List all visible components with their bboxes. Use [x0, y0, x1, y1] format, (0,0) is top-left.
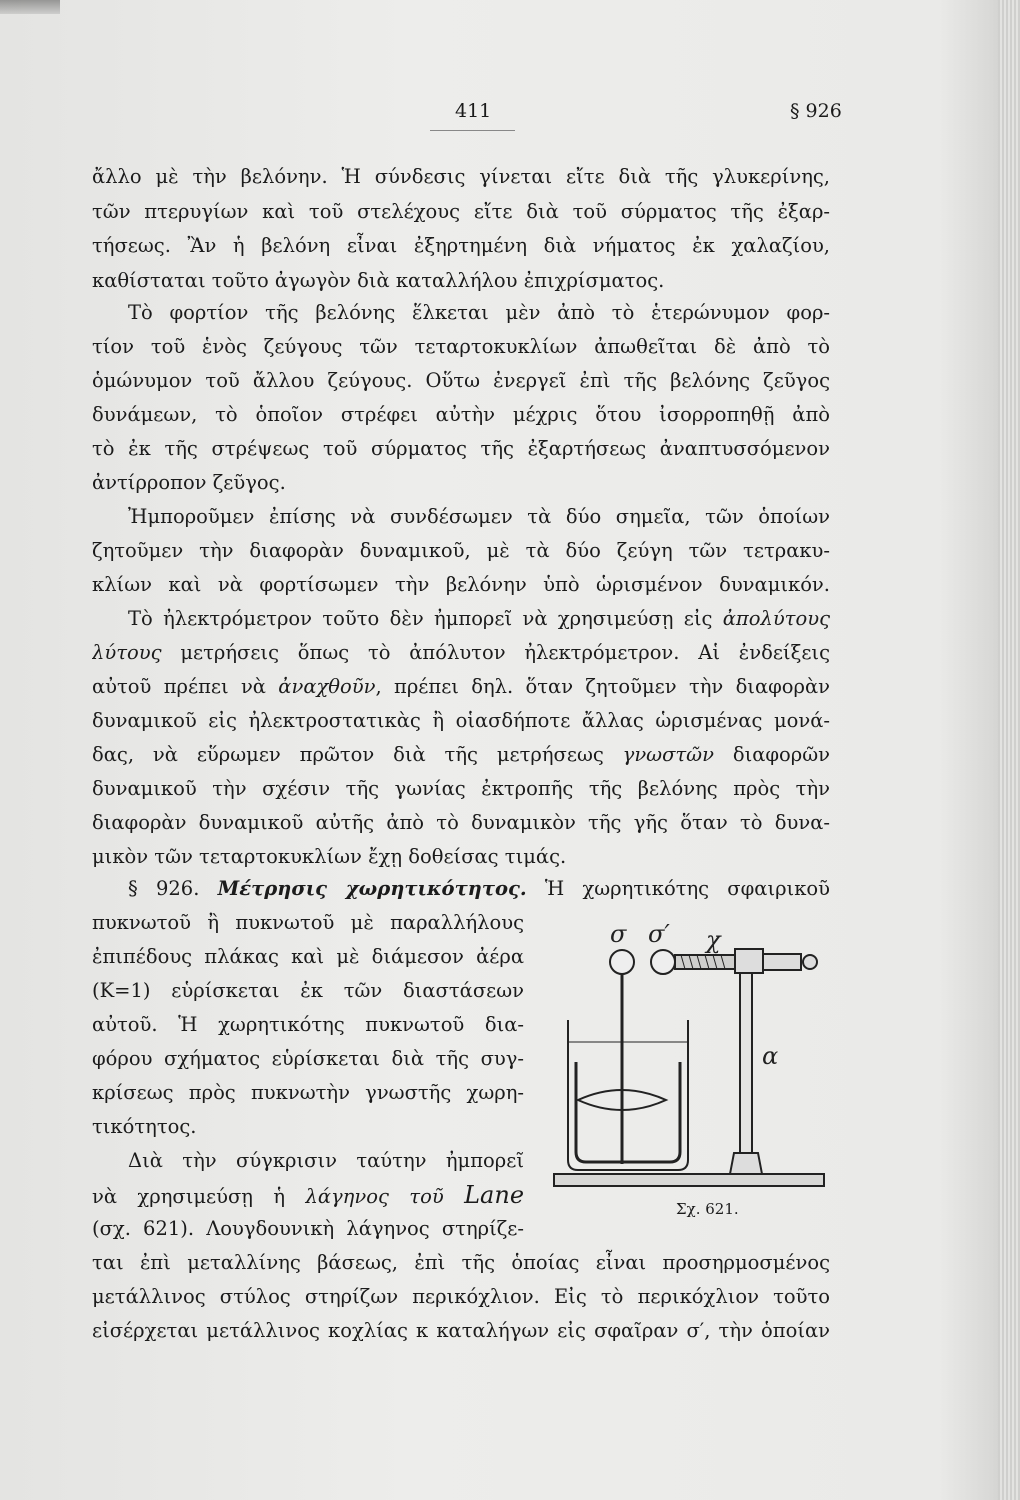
text-line: διαφορὰν δυναμικοῦ αὐτῆς ἀπὸ τὸ δυναμικὸν τῆς γῆς ὅταν τὸ δυνα-: [92, 811, 830, 834]
header-rule: [430, 130, 515, 131]
section-number: § 926.: [128, 877, 200, 900]
text-run: αὐτοῦ πρέπει νὰ: [92, 675, 266, 698]
section-title: Μέτρησις χωρητικότητος.: [217, 877, 527, 900]
text-run: μετρήσεις ὅπως τὸ ἀπόλυτον ἠλεκτρόμετρον. Αἱ ἐνδείξεις: [180, 641, 830, 664]
text-line: τήσεως. Ἂν ἡ βελόνη εἶναι ἐξηρτημένη διὰ νήματος ἐκ χαλαζίου,: [92, 234, 830, 257]
italic-term: γνωστῶν: [622, 743, 714, 766]
label-sigma-prime: σ′: [648, 920, 670, 948]
nut-end: [763, 954, 801, 970]
italic-term: ἀναχθοῦν: [278, 675, 376, 698]
text-line: εἰσέρχεται μετάλλινος κοχλίας κ καταλήγων εἰς σφαῖραν σ′, τὴν ὁποίαν: [92, 1319, 830, 1342]
label-chi: χ: [706, 926, 721, 954]
figure-621-leyden-jar: [548, 912, 830, 1202]
figure-caption: Σχ. 621.: [676, 1200, 739, 1218]
text-line: τῶν πτερυγίων καὶ τοῦ στελέχους εἴτε διὰ τοῦ σύρματος τῆς ἐξαρ-: [92, 200, 830, 223]
italic-term: Lane: [464, 1181, 524, 1209]
text-line: ὁμώνυμον τοῦ ἄλλου ζεύγους. Οὕτω ἐνεργεῖ ἐπὶ τῆς βελόνης ζεῦγος: [92, 369, 830, 392]
section-heading-line: [92, 872, 830, 906]
metal-base: [554, 1174, 824, 1186]
end-knob: [803, 955, 817, 969]
page-edge: [998, 0, 1020, 1500]
text-line: μετάλλινος στύλος στηρίζων περικόχλιον. Εἰς τὸ περικόχλιον τοῦτο: [92, 1285, 830, 1308]
metal-column: [740, 973, 752, 1153]
text-line: φόρου σχήματος εὑρίσκεται διὰ τῆς συγ-: [92, 1047, 524, 1070]
text-line: δυναμικοῦ εἰς ἠλεκτροστατικὰς ἢ οἱασδήποτε ἄλλας ὡρισμένας μονά-: [92, 709, 830, 732]
section-header: § 926: [790, 100, 842, 122]
leyden-jar-drawing: [548, 912, 830, 1202]
text-line: ἀντίρροπον ζεῦγος.: [92, 471, 286, 494]
text-line: πυκνωτοῦ ἢ πυκνωτοῦ μὲ παραλλήλους: [92, 911, 524, 934]
text-line: κλίων καὶ νὰ φορτίσωμεν τὴν βελόνην ὑπὸ ὡρισμένον δυναμικόν.: [92, 573, 830, 596]
jar-coating: [576, 1062, 680, 1162]
column-foot: [730, 1153, 762, 1174]
text-line: δυνάμεων, τὸ ὁποῖον στρέφει αὐτὴν μέχρις ὅτου ἰσορροπηθῇ ἀπὸ: [92, 403, 830, 426]
text-line: Διὰ τὴν σύγκρισιν ταύτην ἠμπορεῖ: [128, 1149, 524, 1172]
text-line: δυναμικοῦ τὴν σχέσιν τῆς γωνίας ἐκτροπῆς τῆς βελόνης πρὸς τὴν: [92, 777, 830, 800]
text-line: τὸ ἐκ τῆς στρέψεως τοῦ σύρματος τῆς ἐξαρτήσεως ἀναπτυσσόμενον: [92, 437, 830, 460]
text-line: [92, 738, 830, 772]
text-line: ζητοῦμεν τὴν διαφορὰν δυναμικοῦ, μὲ τὰ δύο ζεύγη τῶν τετρακυ-: [92, 539, 830, 562]
text-line: [92, 670, 830, 704]
text-run: Τὸ ἠλεκτρόμετρον τοῦτο δὲν ἠμπορεῖ νὰ χρησιμεύσῃ εἰς: [128, 607, 713, 630]
sphere-sigma: [610, 950, 634, 974]
text-line: τίον τοῦ ἑνὸς ζεύγους τῶν τεταρτοκυκλίων ἀπωθεῖται δὲ ἀπὸ τὸ: [92, 335, 830, 358]
italic-term: ἀπολύτους: [722, 607, 830, 630]
text-line: καθίσταται τοῦτο ἀγωγὸν διὰ καταλλήλου ἐπιχρίσματος.: [92, 269, 665, 292]
sphere-sigma-prime: [651, 950, 675, 974]
text-line: ἐπιπέδους πλάκας καὶ μὲ διάμεσον ἀέρα: [92, 945, 524, 968]
text-line: [92, 602, 830, 636]
label-sigma: σ: [610, 920, 627, 948]
text-line: (K=1) εὑρίσκεται ἐκ τῶν διαστάσεων: [92, 979, 524, 1002]
text-line: Τὸ φορτίον τῆς βελόνης ἕλκεται μὲν ἀπὸ τὸ ἑτερώνυμον φορ-: [128, 301, 830, 324]
nut: [735, 949, 763, 973]
text-line: μικὸν τῶν τεταρτοκυκλίων ἔχῃ δοθείσας τιμάς.: [92, 845, 567, 868]
text-run: νὰ χρησιμεύσῃ ἡ: [92, 1185, 286, 1208]
text-line: ἄλλο μὲ τὴν βελόνην. Ἡ σύνδεσις γίνεται εἴτε διὰ τῆς γλυκερίνης,: [92, 165, 830, 188]
text-line: [92, 1178, 524, 1212]
text-run: διαφορῶν: [732, 743, 830, 766]
page-number: 411: [455, 100, 492, 122]
text-run: δας, νὰ εὕρωμεν πρῶτον διὰ τῆς μετρήσεως: [92, 743, 604, 766]
text-line: (σχ. 621). Λουγδουνικὴ λάγηνος στηρίζε-: [92, 1217, 524, 1240]
text-line: τικότητος.: [92, 1115, 197, 1138]
italic-term: λάγηνος τοῦ: [305, 1185, 444, 1208]
text-line: Ἠμποροῦμεν ἐπίσης νὰ συνδέσωμεν τὰ δύο σημεῖα, τῶν ὁποίων: [128, 505, 830, 528]
text-line: κρίσεως πρὸς πυκνωτὴν γνωστῆς χωρη-: [92, 1081, 524, 1104]
scan-corner-shadow: [0, 0, 60, 14]
text-line: ται ἐπὶ μεταλλίνης βάσεως, ἐπὶ τῆς ὁποίας εἶναι προσηρμοσμένος: [92, 1251, 830, 1274]
text-line: [92, 636, 830, 670]
label-alpha: α: [762, 1042, 779, 1070]
italic-term: λύτους: [92, 641, 162, 664]
text-run: , πρέπει δηλ. ὅταν ζητοῦμεν τὴν διαφορὰν: [375, 675, 830, 698]
text-run: Ἡ χωρητικότης σφαιρικοῦ: [544, 877, 830, 900]
text-line: αὐτοῦ. Ἡ χωρητικότης πυκνωτοῦ δια-: [92, 1013, 524, 1036]
